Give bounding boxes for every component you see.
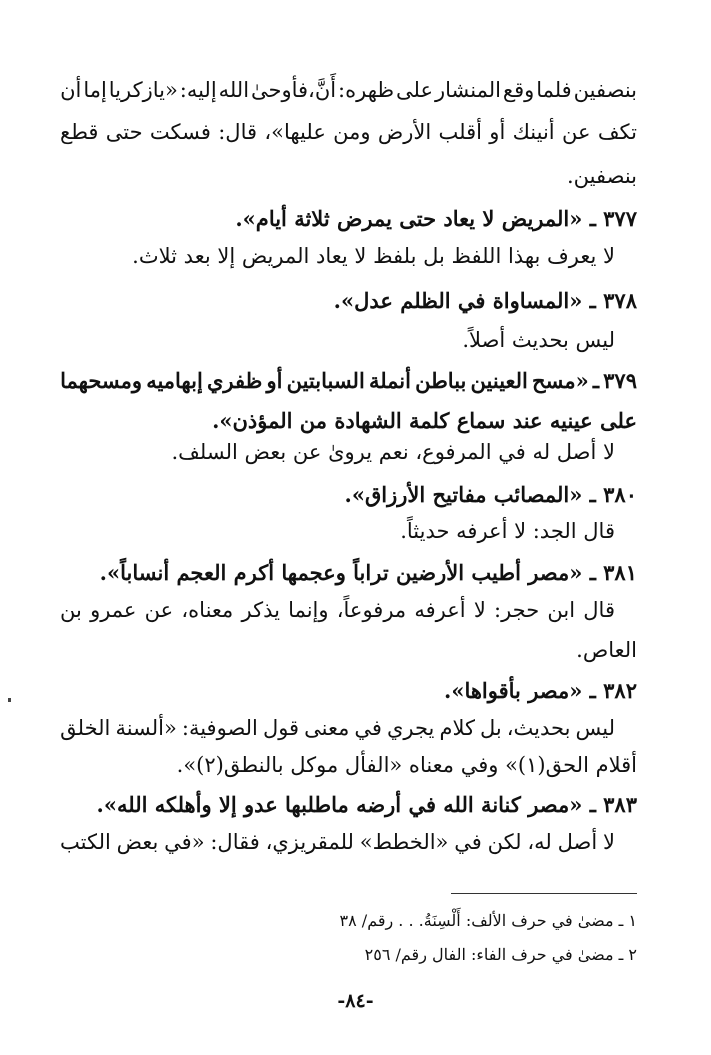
word: الكتب (60, 830, 111, 854)
word: وقع (502, 78, 535, 102)
word: لا (473, 598, 486, 622)
word: أَنَّ،فأوحىٰ (250, 78, 337, 102)
word: أنينك (512, 120, 555, 144)
word: أن (60, 78, 82, 102)
word: ٣٧٩ (603, 368, 637, 393)
body-text-line: لا أصل له في المرفوع، نعم يروىٰ عن بعض السلف. (171, 440, 615, 464)
word: قال (583, 598, 615, 622)
word: فقال: (210, 830, 260, 854)
entry-heading-line: ٣٨٣ ـ «مصر كنانة الله في أرضه ماطلبها عدو إلا وأهلكه الله». (96, 792, 637, 817)
body-text-line: أقلام الحق(١)» وفي معناه «الفأل موكل بالنطق(٢)». (176, 753, 637, 777)
entry-heading-line: ٣٨٠ ـ «المصائب مفاتيح الأرزاق». (344, 482, 637, 507)
word: في (354, 716, 382, 740)
word: له، (527, 830, 552, 854)
entry-heading-line: ٣٨٢ ـ «مصر بأقواها». (444, 678, 637, 703)
word: «مسح (532, 368, 589, 393)
word: ومسحهما (60, 368, 143, 393)
word: قول (262, 716, 300, 740)
word: بن (60, 598, 82, 622)
word: حجر: (494, 598, 540, 622)
body-text-line (60, 120, 637, 144)
page-number: -٨٤- (337, 990, 374, 1012)
word: في (454, 830, 482, 854)
word: قال: (218, 120, 258, 144)
margin-mark (8, 698, 11, 702)
word: أو (266, 368, 283, 393)
word: ابن (547, 598, 576, 622)
word: أو (489, 120, 506, 144)
body-text-line (60, 598, 637, 622)
word: بنصفين (573, 78, 637, 102)
word: الله (218, 78, 250, 102)
word: إليه: (179, 78, 217, 102)
word: وإنما (288, 598, 329, 622)
word: أصل (557, 830, 598, 854)
word: للمقريزي، (265, 830, 354, 854)
word: أعرفه (414, 598, 466, 622)
word: أنملة (368, 368, 411, 393)
word: ومن (333, 120, 371, 144)
entry-heading-line: ٣٧٨ ـ «المساواة في الظلم عدل». (333, 288, 637, 313)
body-text-line: بنصفين. (566, 164, 637, 188)
word: كلام (439, 716, 475, 740)
word: إبهاميه (146, 368, 203, 393)
word: «يازكريا (108, 78, 178, 102)
word: تكف (597, 120, 637, 144)
word: عمرو (90, 598, 137, 622)
word: على (396, 78, 434, 102)
word: ظفري (206, 368, 263, 393)
body-text-line: قال الجد: لا أعرفه حديثاً. (400, 519, 615, 543)
word: الأرض (377, 120, 432, 144)
word: إما (83, 78, 107, 102)
word: «الخطط» (359, 830, 449, 854)
word: فسكت (149, 120, 211, 144)
entry-heading-line (60, 368, 637, 393)
word: المنشار (434, 78, 501, 102)
word: يجري (386, 716, 435, 740)
word: السبابتين (286, 368, 365, 393)
word: حتى (105, 120, 143, 144)
entry-heading-line: ٣٧٧ ـ «المريض لا يعاد حتى يمرض ثلاثة أيام». (235, 206, 637, 231)
body-text-line: العاص. (576, 638, 637, 662)
word: الصوفية: (181, 716, 258, 740)
body-text-line (60, 78, 637, 102)
word: العينين (470, 368, 528, 393)
body-text-line (60, 830, 637, 854)
footnotes (340, 904, 637, 972)
word: بباطن (415, 368, 467, 393)
footnote-2: ٢ ـ مضىٰ في حرف الفاء: الفال رقم/ ٢٥٦ (364, 945, 637, 964)
word: لا (603, 830, 615, 854)
footnote-divider (451, 893, 637, 894)
entry-heading-line: ٣٨١ ـ «مصر أطيب الأرضين تراباً وعجمها أكرم العجم أنساباً». (99, 560, 637, 585)
word: ـ (592, 368, 600, 393)
word: عن (144, 598, 174, 622)
footnote-1: ١ ـ مضىٰ في حرف الألف: أَلْسِنَةُ. . . رقم/ ٣٨ (339, 911, 637, 930)
body-text-line (60, 716, 637, 740)
word: ظهره: (338, 78, 395, 102)
word: أقلب (438, 120, 482, 144)
word: بعض (116, 830, 159, 854)
word: فلما (536, 78, 572, 102)
word: عليها»، (264, 120, 326, 144)
entry-heading-line: على عينيه عند سماع كلمة الشهادة من المؤذن». (212, 408, 637, 433)
word: عن (561, 120, 591, 144)
word: معناه، (181, 598, 234, 622)
word: «ألسنة (115, 716, 177, 740)
word: بل (480, 716, 502, 740)
word: معنى (304, 716, 350, 740)
word: بحديث، (506, 716, 571, 740)
word: الخلق (60, 716, 111, 740)
word: مرفوعاً، (336, 598, 407, 622)
word: يذكر (241, 598, 280, 622)
word: قطع (60, 120, 99, 144)
body-text-line: لا يعرف بهذا اللفظ بل بلفظ لا يعاد المريض إلا بعد ثلاث. (132, 244, 615, 268)
word: لكن (487, 830, 522, 854)
word: ليس (575, 716, 615, 740)
body-text-line: ليس بحديث أصلاً. (462, 328, 615, 352)
word: «في (164, 830, 205, 854)
